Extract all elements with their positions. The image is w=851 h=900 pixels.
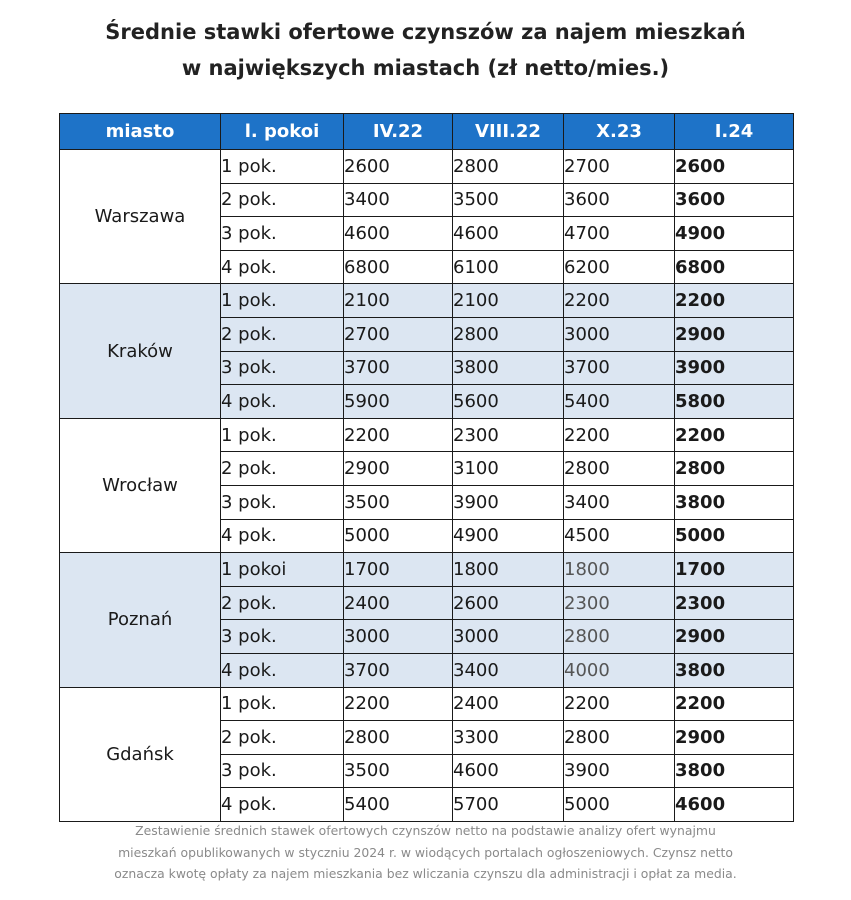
- value-cell-latest: 3800: [675, 485, 794, 519]
- value-cell: 2300: [453, 418, 564, 452]
- value-cell: 3400: [344, 183, 453, 217]
- value-cell-latest: 2900: [675, 317, 794, 351]
- value-cell-latest: 2200: [675, 284, 794, 318]
- value-cell: 2400: [453, 687, 564, 721]
- rooms-cell: 4 pok.: [221, 788, 344, 822]
- value-cell-latest: 2200: [675, 687, 794, 721]
- value-cell-latest: 3600: [675, 183, 794, 217]
- value-cell-latest: 3800: [675, 754, 794, 788]
- value-cell: 2100: [453, 284, 564, 318]
- value-cell: 6800: [344, 250, 453, 284]
- value-cell: 3700: [344, 351, 453, 385]
- rent-table: [59, 113, 794, 822]
- rooms-cell: 4 pok.: [221, 385, 344, 419]
- rooms-cell: 1 pokoi: [221, 553, 344, 587]
- column-header-rooms: l. pokoi: [221, 114, 344, 150]
- column-header-iv22: IV.22: [344, 114, 453, 150]
- value-cell: 3900: [453, 485, 564, 519]
- rooms-cell: 4 pok.: [221, 250, 344, 284]
- city-cell: Kraków: [60, 284, 221, 418]
- value-cell: 5000: [344, 519, 453, 553]
- value-cell: 3600: [564, 183, 675, 217]
- value-cell: 2400: [344, 586, 453, 620]
- value-cell: 2200: [344, 687, 453, 721]
- value-cell: 2800: [344, 721, 453, 755]
- value-cell: 2600: [453, 586, 564, 620]
- footnote-line-1: Zestawienie średnich stawek ofertowych czynszów netto na podstawie analizy ofert wynajmu: [135, 823, 716, 838]
- rooms-cell: 1 pok.: [221, 284, 344, 318]
- value-cell: 1700: [344, 553, 453, 587]
- rooms-cell: 4 pok.: [221, 653, 344, 687]
- table-row: [60, 150, 794, 184]
- table-header-row: [60, 114, 794, 150]
- value-cell: 4700: [564, 217, 675, 251]
- value-cell: 2800: [564, 721, 675, 755]
- value-cell: 2800: [564, 620, 675, 654]
- value-cell: 3500: [344, 485, 453, 519]
- page-title: [0, 14, 851, 86]
- rooms-cell: 3 pok.: [221, 754, 344, 788]
- value-cell: 3400: [564, 485, 675, 519]
- table-row: [60, 687, 794, 721]
- value-cell-latest: 4900: [675, 217, 794, 251]
- title-line-2: w największych miastach (zł netto/mies.): [181, 56, 670, 80]
- value-cell: 1800: [564, 553, 675, 587]
- value-cell: 5400: [344, 788, 453, 822]
- value-cell: 5400: [564, 385, 675, 419]
- rooms-cell: 2 pok.: [221, 452, 344, 486]
- value-cell: 5700: [453, 788, 564, 822]
- value-cell: 3700: [344, 653, 453, 687]
- footnote: [0, 820, 851, 885]
- rooms-cell: 1 pok.: [221, 150, 344, 184]
- value-cell: 2900: [344, 452, 453, 486]
- value-cell-latest: 3900: [675, 351, 794, 385]
- value-cell: 2800: [453, 317, 564, 351]
- value-cell: 3500: [344, 754, 453, 788]
- value-cell-latest: 5000: [675, 519, 794, 553]
- rooms-cell: 2 pok.: [221, 183, 344, 217]
- value-cell: 6100: [453, 250, 564, 284]
- value-cell-latest: 6800: [675, 250, 794, 284]
- rooms-cell: 3 pok.: [221, 620, 344, 654]
- value-cell: 3700: [564, 351, 675, 385]
- value-cell: 2200: [564, 418, 675, 452]
- footnote-line-3: oznacza kwotę opłaty za najem mieszkania bez wliczania czynszu dla administracji i opłat za media.: [114, 866, 737, 881]
- value-cell-latest: 2900: [675, 620, 794, 654]
- column-header-city: miasto: [60, 114, 221, 150]
- city-cell: Poznań: [60, 553, 221, 687]
- value-cell: 3000: [453, 620, 564, 654]
- city-cell: Warszawa: [60, 150, 221, 284]
- value-cell-latest: 2600: [675, 150, 794, 184]
- rooms-cell: 2 pok.: [221, 721, 344, 755]
- value-cell: 5000: [564, 788, 675, 822]
- value-cell: 2800: [564, 452, 675, 486]
- table-row: [60, 418, 794, 452]
- column-header-viii22: VIII.22: [453, 114, 564, 150]
- value-cell: 2200: [344, 418, 453, 452]
- value-cell: 3900: [564, 754, 675, 788]
- rooms-cell: 3 pok.: [221, 217, 344, 251]
- column-header-x23: X.23: [564, 114, 675, 150]
- rooms-cell: 2 pok.: [221, 317, 344, 351]
- rooms-cell: 3 pok.: [221, 351, 344, 385]
- value-cell: 3400: [453, 653, 564, 687]
- value-cell: 4500: [564, 519, 675, 553]
- value-cell: 5600: [453, 385, 564, 419]
- value-cell: 2200: [564, 687, 675, 721]
- rooms-cell: 4 pok.: [221, 519, 344, 553]
- rooms-cell: 1 pok.: [221, 687, 344, 721]
- value-cell-latest: 2800: [675, 452, 794, 486]
- value-cell: 3300: [453, 721, 564, 755]
- value-cell: 2700: [564, 150, 675, 184]
- value-cell: 2300: [564, 586, 675, 620]
- value-cell: 2600: [344, 150, 453, 184]
- value-cell-latest: 2300: [675, 586, 794, 620]
- value-cell: 3000: [564, 317, 675, 351]
- value-cell: 3000: [344, 620, 453, 654]
- value-cell: 5900: [344, 385, 453, 419]
- value-cell: 2800: [453, 150, 564, 184]
- value-cell-latest: 5800: [675, 385, 794, 419]
- value-cell: 4000: [564, 653, 675, 687]
- value-cell-latest: 4600: [675, 788, 794, 822]
- rooms-cell: 2 pok.: [221, 586, 344, 620]
- table-row: [60, 284, 794, 318]
- value-cell: 2200: [564, 284, 675, 318]
- value-cell: 4600: [453, 217, 564, 251]
- value-cell: 2100: [344, 284, 453, 318]
- value-cell: 4600: [344, 217, 453, 251]
- city-cell: Wrocław: [60, 418, 221, 552]
- value-cell-latest: 2900: [675, 721, 794, 755]
- value-cell: 2700: [344, 317, 453, 351]
- value-cell: 6200: [564, 250, 675, 284]
- rooms-cell: 3 pok.: [221, 485, 344, 519]
- value-cell: 3800: [453, 351, 564, 385]
- value-cell-latest: 3800: [675, 653, 794, 687]
- value-cell: 1800: [453, 553, 564, 587]
- value-cell: 3500: [453, 183, 564, 217]
- value-cell: 3100: [453, 452, 564, 486]
- value-cell-latest: 1700: [675, 553, 794, 587]
- footnote-line-2: mieszkań opublikowanych w styczniu 2024 r. w wiodących portalach ogłoszeniowych. Czynsz netto: [118, 844, 733, 860]
- value-cell-latest: 2200: [675, 418, 794, 452]
- table-row: [60, 553, 794, 587]
- value-cell: 4900: [453, 519, 564, 553]
- column-header-i24: I.24: [675, 114, 794, 150]
- value-cell: 4600: [453, 754, 564, 788]
- title-line-1: Średnie stawki ofertowe czynszów za najem mieszkań: [105, 20, 746, 44]
- rooms-cell: 1 pok.: [221, 418, 344, 452]
- city-cell: Gdańsk: [60, 687, 221, 821]
